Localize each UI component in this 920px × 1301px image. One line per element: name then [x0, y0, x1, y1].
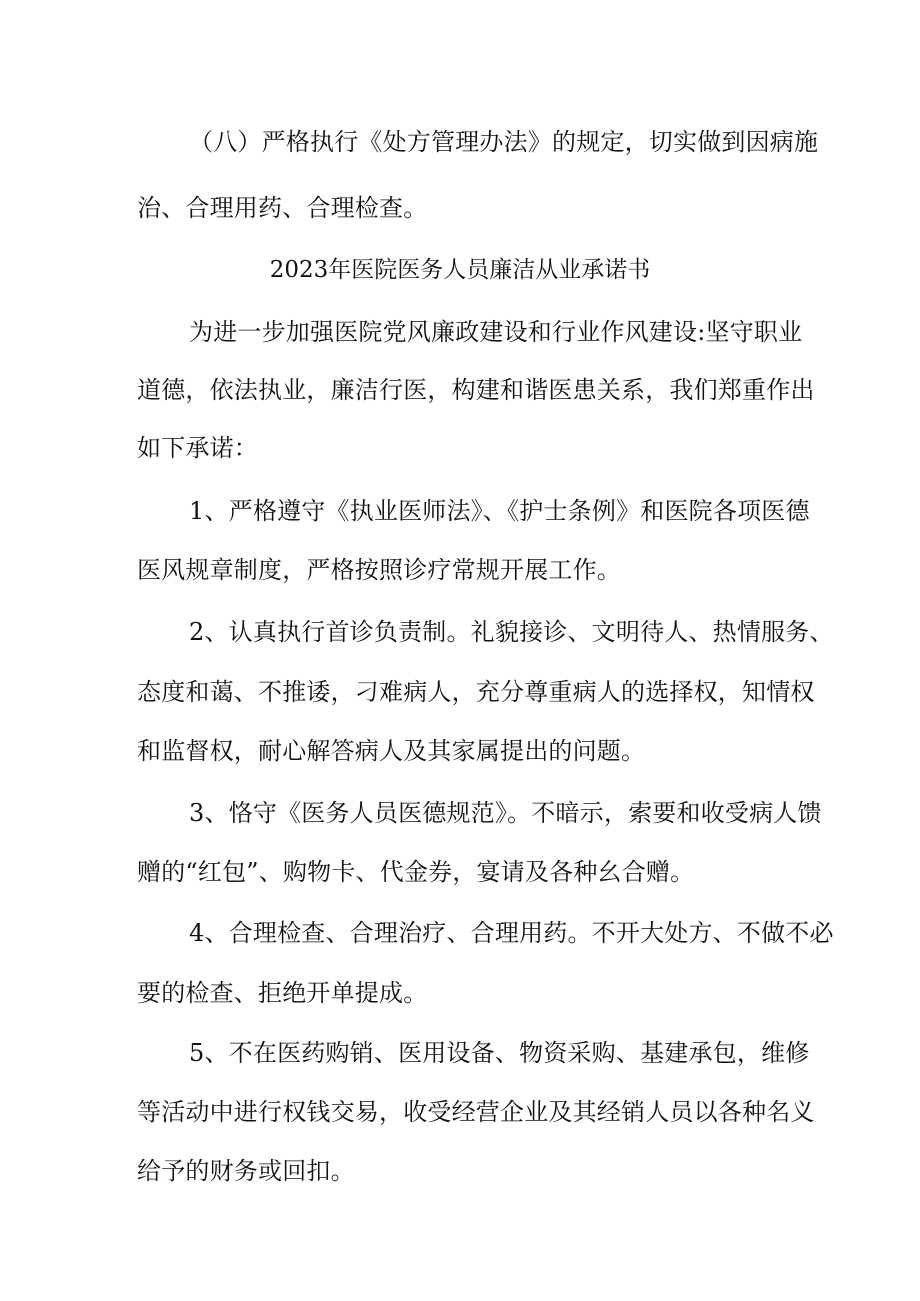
item-2-line-2: 态度和蔼、不推诿，刁难病人，充分尊重病人的选择权，知情权	[137, 678, 815, 706]
item-5-line-1: 5、不在医药购销、医用设备、物资采购、基建承包，维修	[189, 1039, 810, 1067]
document-title: 2023年医院医务人员廉洁从业承诺书	[269, 257, 651, 283]
item-1-line-2: 医风规章制度，严格按照诊疗常规开展工作。	[137, 556, 621, 584]
paragraph-8-line-2: 治、合理用药、合理检查。	[137, 194, 428, 222]
item-2-line-3: 和监督权，耐心解答病人及其家属提出的问题。	[137, 737, 646, 765]
item-3-line-1: 3、恪守《医务人员医德规范》。不暗示，索要和收受病人馈	[189, 799, 822, 827]
item-1-line-1: 1、严格遵守《执业医师法》、《护士条例》和医院各项医德	[189, 497, 810, 525]
item-4-line-2: 要的检查、拒绝开单提成。	[137, 979, 428, 1007]
intro-line-1: 为进一步加强医院党风廉政建设和行业作风建设:坚守职业	[189, 318, 803, 346]
item-2-line-1: 2、认真执行首诊负责制。礼貌接诊、文明待人、热情服务、	[189, 618, 834, 646]
intro-line-2: 道德，依法执业，廉洁行医，构建和谐医患关系，我们郑重作出	[137, 376, 815, 404]
item-5-line-2: 等活动中进行权钱交易，收受经营企业及其经销人员以各种名义	[137, 1098, 815, 1126]
item-4-line-1: 4、合理检查、合理治疗、合理用药。不开大处方、不做不必	[189, 919, 834, 947]
item-5-line-3: 给予的财务或回扣。	[137, 1157, 355, 1185]
item-3-line-2: 赠的“红包”、购物卡、代金券，宴请及各种幺合赠。	[137, 858, 695, 886]
intro-line-3: 如下承诺：	[137, 434, 258, 462]
paragraph-8-line-1: （八）严格执行《处方管理办法》的规定，切实做到因病施	[189, 128, 819, 156]
